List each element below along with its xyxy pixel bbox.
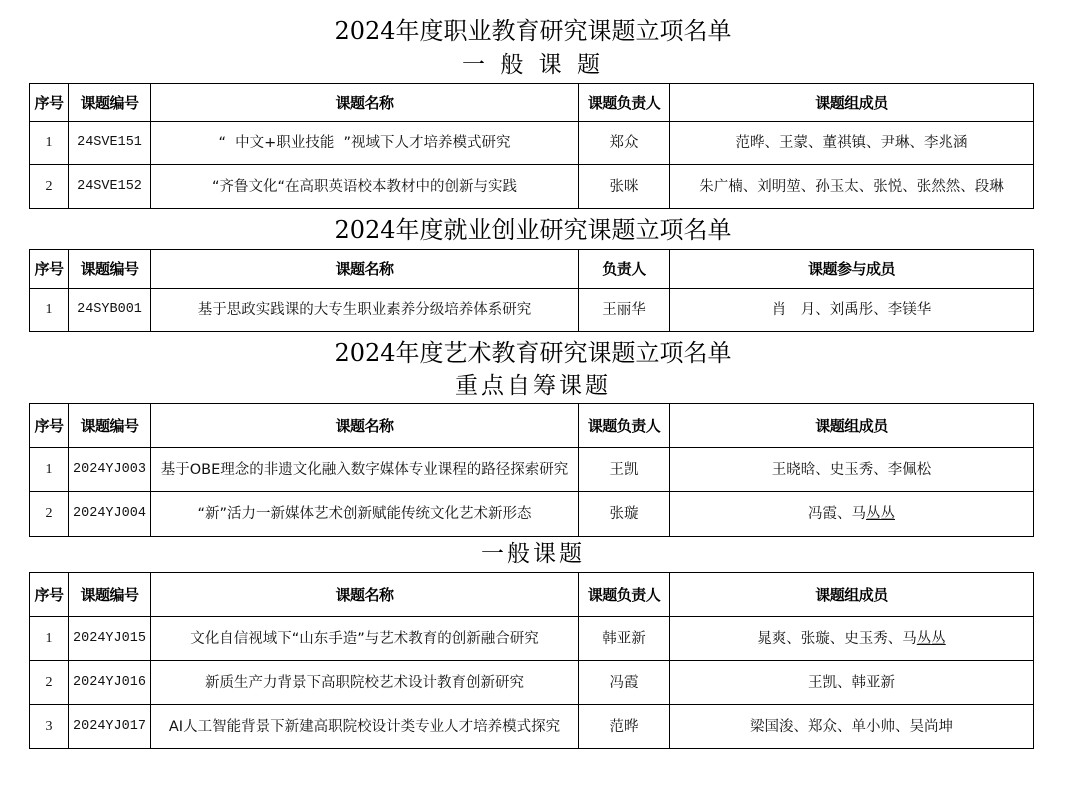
table-row bbox=[30, 492, 1034, 537]
row-leader: 张璇 bbox=[579, 492, 670, 537]
header-leader: 课题负责人 bbox=[579, 84, 670, 122]
header-name: 课题名称 bbox=[151, 404, 579, 448]
row-members: 王凯、韩亚新 bbox=[670, 661, 1034, 705]
row-code: 2024YJ004 bbox=[69, 492, 151, 537]
header-code: 课题编号 bbox=[69, 404, 151, 448]
key-self-funded-subtitle: 重点自筹课题 bbox=[455, 373, 611, 399]
header-index: 序号 bbox=[30, 573, 69, 617]
table-row bbox=[30, 448, 1034, 492]
row-members: 梁国浚、郑众、单小帅、吴尚坤 bbox=[670, 705, 1034, 749]
row-name: AI人工智能背景下新建高职院校设计类专业人才培养模式探究 bbox=[151, 705, 579, 749]
row-leader: 王凯 bbox=[579, 448, 670, 492]
key-self-funded-table bbox=[29, 403, 1034, 537]
table-row bbox=[30, 289, 1034, 332]
row-members: 范晔、王蒙、董祺镇、尹琳、李兆涵 bbox=[670, 122, 1034, 165]
header-members: 课题组成员 bbox=[670, 84, 1034, 122]
row-name: “ 中文+职业技能 ”视域下人才培养模式研究 bbox=[151, 122, 579, 165]
header-name: 课题名称 bbox=[151, 250, 579, 289]
art-general-projects-table bbox=[29, 572, 1034, 749]
table-header-row bbox=[30, 84, 1034, 122]
row-name: 基于思政实践课的大专生职业素养分级培养体系研究 bbox=[151, 289, 579, 332]
row-index: 1 bbox=[30, 122, 69, 165]
row-code: 2024YJ017 bbox=[69, 705, 151, 749]
row-name: “新”活力一新媒体艺术创新赋能传统文化艺术新形态 bbox=[151, 492, 579, 537]
row-leader: 郑众 bbox=[579, 122, 670, 165]
row-name: 文化自信视域下“山东手造”与艺术教育的创新融合研究 bbox=[151, 617, 579, 661]
row-index: 2 bbox=[30, 165, 69, 209]
members-text: 冯霞、马 bbox=[808, 506, 866, 522]
header-leader: 课题负责人 bbox=[579, 404, 670, 448]
row-code: 24SYB001 bbox=[69, 289, 151, 332]
header-leader: 负责人 bbox=[579, 250, 670, 289]
row-leader: 范晔 bbox=[579, 705, 670, 749]
table-row bbox=[30, 661, 1034, 705]
members-text: 晁爽、张璇、史玉秀、马 bbox=[757, 630, 917, 647]
row-index: 1 bbox=[30, 448, 69, 492]
table-header-row bbox=[30, 250, 1034, 289]
header-members: 课题组成员 bbox=[670, 573, 1034, 617]
row-name: 新质生产力背景下高职院校艺术设计教育创新研究 bbox=[151, 661, 579, 705]
vocational-education-title: 2024年度职业教育研究课题立项名单 bbox=[334, 17, 732, 45]
row-code: 2024YJ003 bbox=[69, 448, 151, 492]
row-members bbox=[670, 492, 1034, 537]
table-row bbox=[30, 705, 1034, 749]
header-index: 序号 bbox=[30, 84, 69, 122]
row-name: “齐鲁文化“在高职英语校本教材中的创新与实践 bbox=[151, 165, 579, 209]
header-members: 课题参与成员 bbox=[670, 250, 1034, 289]
row-members: 肖 月、刘禹彤、李镁华 bbox=[670, 289, 1034, 332]
row-code: 24SVE151 bbox=[69, 122, 151, 165]
vocational-education-table bbox=[29, 83, 1034, 209]
row-leader: 冯霞 bbox=[579, 661, 670, 705]
art-general-projects-subtitle: 一般课题 bbox=[481, 541, 585, 567]
row-leader: 韩亚新 bbox=[579, 617, 670, 661]
row-code: 2024YJ015 bbox=[69, 617, 151, 661]
row-leader: 张咪 bbox=[579, 165, 670, 209]
row-leader: 王丽华 bbox=[579, 289, 670, 332]
row-index: 1 bbox=[30, 617, 69, 661]
row-members bbox=[670, 617, 1034, 661]
row-members: 朱广楠、刘明堃、孙玉太、张悦、张然然、段琳 bbox=[670, 165, 1034, 209]
header-leader: 课题负责人 bbox=[579, 573, 670, 617]
table-row bbox=[30, 122, 1034, 165]
employment-entrepreneurship-title: 2024年度就业创业研究课题立项名单 bbox=[334, 216, 732, 244]
header-code: 课题编号 bbox=[69, 573, 151, 617]
table-row bbox=[30, 617, 1034, 661]
row-code: 24SVE152 bbox=[69, 165, 151, 209]
table-row bbox=[30, 165, 1034, 209]
header-members: 课题组成员 bbox=[670, 404, 1034, 448]
row-index: 2 bbox=[30, 661, 69, 705]
general-projects-subtitle: 一 般 课 题 bbox=[462, 52, 604, 78]
members-underlined-text: 丛丛 bbox=[866, 506, 895, 522]
header-index: 序号 bbox=[30, 404, 69, 448]
header-name: 课题名称 bbox=[151, 573, 579, 617]
employment-entrepreneurship-table bbox=[29, 249, 1034, 332]
header-index: 序号 bbox=[30, 250, 69, 289]
table-header-row bbox=[30, 404, 1034, 448]
row-code: 2024YJ016 bbox=[69, 661, 151, 705]
members-underlined-text: 丛丛 bbox=[916, 630, 946, 647]
table-header-row bbox=[30, 573, 1034, 617]
header-code: 课题编号 bbox=[69, 250, 151, 289]
row-members: 王晓晗、史玉秀、李佩松 bbox=[670, 448, 1034, 492]
row-index: 3 bbox=[30, 705, 69, 749]
art-education-title: 2024年度艺术教育研究课题立项名单 bbox=[334, 339, 732, 367]
row-index: 2 bbox=[30, 492, 69, 537]
row-index: 1 bbox=[30, 289, 69, 332]
header-code: 课题编号 bbox=[69, 84, 151, 122]
header-name: 课题名称 bbox=[151, 84, 579, 122]
row-name: 基于OBE理念的非遗文化融入数字媒体专业课程的路径探索研究 bbox=[151, 448, 579, 492]
